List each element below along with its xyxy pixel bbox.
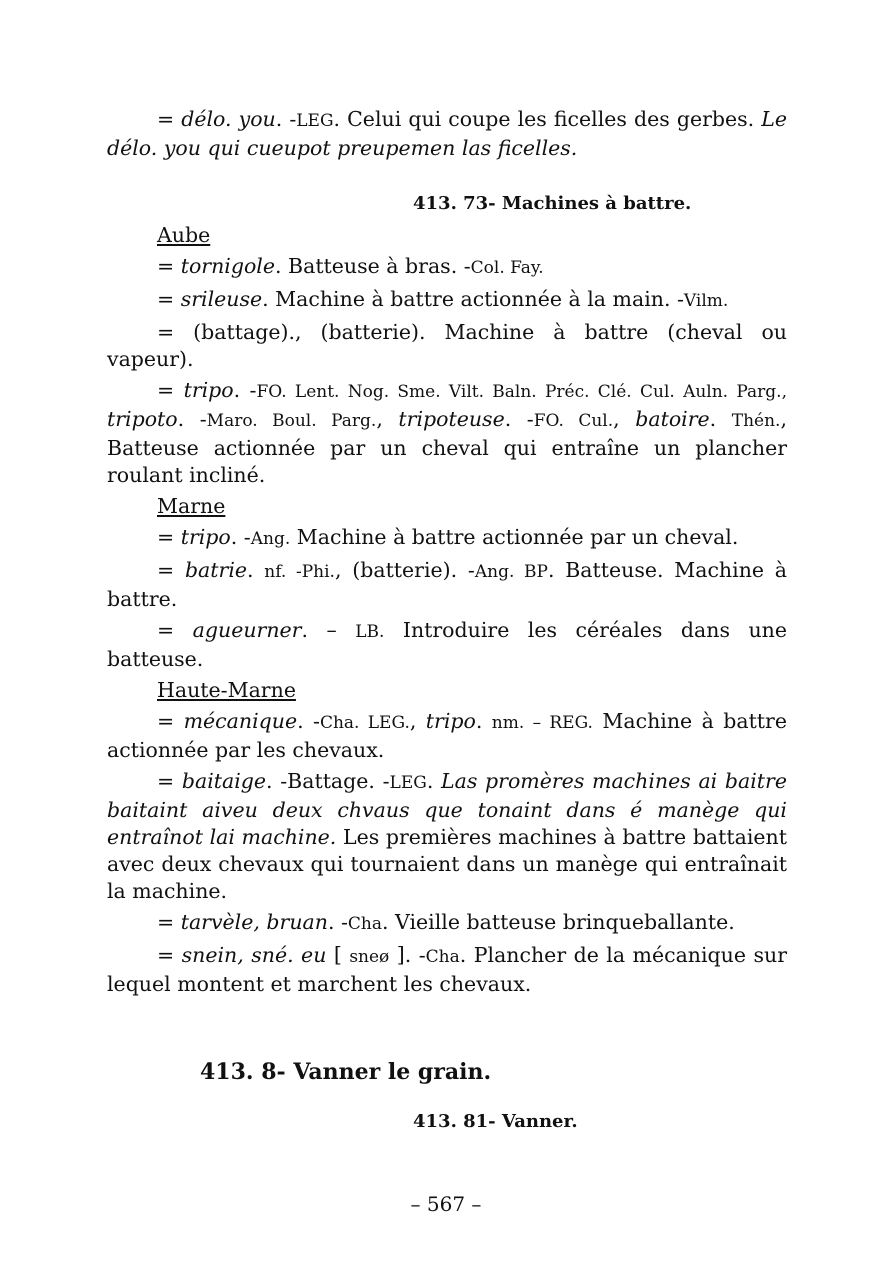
entry-baitaige: = baitaige. -Battage. -LEG. Las promères machines ai baitre baitaint aiveu deux chvaus que tonaint dans é manège qui entraînot lai machine. Les premières machines à battre battaient avec deux chevaux qui tournaient dans un manège qui entraînait la machine. [107,769,787,903]
entry-delo-you: = délo. you. -LEG. Celui qui coupe les ficelles des gerbes. Le délo. you qui cueupot preupemen las ficelles. [107,107,787,160]
region-heading-marne: Marne [157,494,226,518]
region-heading-haute-marne: Haute-Marne [157,678,296,702]
entry-snein: = snein, sné. eu [ sneø ]. -Cha. Plancher de la mécanique sur lequel montent et marchent les chevaux. [107,943,787,996]
subsection-heading: 413. 73- Machines à battre. [413,193,692,214]
entry-batrie: = batrie. nf. -Phi., (batterie). -Ang. BP. Batteuse. Machine à battre. [107,558,787,611]
page-number: – 567 – [410,1192,482,1216]
page-body [107,106,787,1134]
region-heading-aube: Aube [157,223,211,247]
entry-tarvele: = tarvèle, bruan. -Cha. Vieille batteuse brinqueballante. [157,910,735,934]
entry-agueurner: = agueurner. – LB. Introduire les céréales dans une batteuse. [107,618,787,671]
subsection-heading-vanner: 413. 81- Vanner. [413,1111,578,1132]
entry-tripo-marne: = tripo. -Ang. Machine à battre actionnée par un cheval. [157,525,739,549]
entry-srileuse: = srileuse. Machine à battre actionnée à la main. -Vilm. [157,287,729,311]
entry-battage: = (battage)., (batterie). Machine à battre (cheval ou vapeur). [107,320,787,371]
section-heading: 413. 8- Vanner le grain. [200,1059,492,1085]
entry-mecanique: = mécanique. -Cha. LEG., tripo. nm. – REG. Machine à battre actionnée par les chevaux. [107,709,787,762]
entry-tornigole: = tornigole. Batteuse à bras. -Col. Fay. [157,254,544,278]
entry-tripo-aube: = tripo. -FO. Lent. Nog. Sme. Vilt. Baln. Préc. Clé. Cul. Auln. Parg., tripoto. -Maro. Boul. Parg., tripoteuse. -FO. Cul., batoire. Thén., Batteuse actionnée par un cheval qui entraîne un plancher roulant incliné. [107,378,787,487]
